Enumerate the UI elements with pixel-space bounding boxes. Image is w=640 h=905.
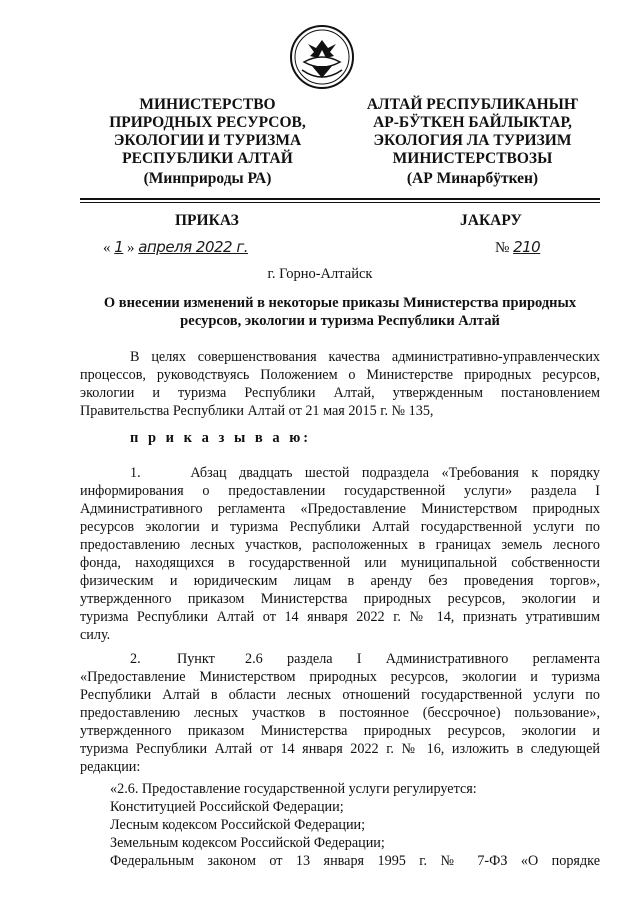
paragraph-line: предоставлению лесных участков, расположенных в границах земель лесного: [80, 537, 600, 553]
paragraph-line: информирования о предоставлении государственной услуги» раздела I: [80, 483, 600, 499]
title-line: ресурсов, экологии и туризма Республики Алтай: [180, 313, 500, 329]
header-divider-thin: [80, 202, 600, 203]
ministry-name-line: МИНИСТЕРСТВОЗЫ: [392, 150, 553, 167]
order-label-russian: ПРИКАЗ: [175, 212, 239, 229]
ministry-name-line: ЭКОЛОГИИ И ТУРИЗМА: [113, 132, 302, 149]
ministry-name-line: ПРИРОДНЫХ РЕСУРСОВ,: [109, 114, 306, 131]
order-date: [103, 238, 248, 257]
paragraph-line: туризма Республики Алтай от 14 января 2022 г. № 16, изложить в следующей: [80, 741, 600, 757]
date-month-year-handwritten: апреля 2022 г.: [138, 238, 249, 256]
paragraph-line: Конституцией Российской Федерации;: [110, 799, 344, 815]
paragraph-line: Лесным кодексом Российской Федерации;: [110, 817, 366, 833]
date-quote-close: »: [127, 240, 135, 256]
ministry-name-line: МИНИСТЕРСТВО: [139, 96, 276, 113]
item-2-new-text: [80, 780, 600, 870]
paragraph-line: фонда, находящихся в государственной или муниципальной собственности: [80, 555, 600, 571]
paragraph-line: 2. Пункт 2.6 раздела I Административного регламента: [130, 651, 600, 667]
header-divider-thick: [80, 198, 600, 200]
paragraph-line: Правительства Республики Алтай от 21 мая 2015 г. № 135,: [80, 403, 434, 419]
paragraph-line: 1. Абзац двадцать шестой подраздела «Требования к порядку: [130, 465, 600, 481]
item-2-paragraph: [80, 650, 600, 776]
paragraph-line: экологии и туризма Республики Алтай, утвержденным постановлением: [80, 385, 600, 401]
title-line: О внесении изменений в некоторые приказы Министерства природных: [103, 295, 577, 311]
document-title: [80, 294, 600, 330]
date-day-handwritten: 1: [114, 238, 124, 256]
ministry-name-russian: [80, 96, 335, 188]
paragraph-line: Федеральным законом от 13 января 1995 г. № 7-ФЗ «О порядке: [110, 853, 600, 869]
paragraph-line: В целях совершенствования качества административно-управленческих: [130, 349, 600, 365]
paragraph-line: Административного регламента «Предоставление Министерством природных: [80, 501, 600, 517]
paragraph-line: силу.: [80, 627, 111, 643]
ministry-abbreviation: (АР Минарбӱткен): [406, 170, 539, 187]
paragraph-line: процессов, руководствуясь Положением о Министерстве природных ресурсов,: [80, 367, 600, 383]
paragraph-line: «Предоставление Министерством природных ресурсов, экологии и туризма: [80, 669, 600, 685]
paragraph-line: утвержденного приказом Министерства природных ресурсов, экологии и: [80, 591, 600, 607]
paragraph-line: туризма Республики Алтай от 14 января 2022 г. № 14, признать утратившим: [80, 609, 600, 625]
paragraph-line: утвержденного приказом Министерства природных ресурсов, экологии и: [80, 723, 600, 739]
item-1-paragraph: [80, 464, 600, 644]
preamble-paragraph: [80, 348, 600, 420]
altai-republic-emblem-icon: [290, 22, 354, 92]
number-sign: №: [495, 240, 510, 256]
ministry-name-line: АЛТАЙ РЕСПУБЛИКАНЫҤ: [366, 96, 579, 113]
paragraph-line: «2.6. Предоставление государственной услуги регулируется:: [110, 781, 477, 797]
city-name: г. Горно-Алтайск: [267, 266, 373, 282]
ministry-name-line: ЭКОЛОГИЯ ЛА ТУРИЗИМ: [373, 132, 572, 149]
ministry-name-altai: [345, 96, 600, 188]
order-number: [495, 238, 540, 257]
paragraph-line: ресурсов экологии и туризма Республики Алтай государственной услуги по: [80, 519, 600, 535]
order-directive-word: п р и к а з ы в а ю:: [130, 430, 312, 446]
order-number-handwritten: 210: [513, 238, 541, 256]
paragraph-line: Земельным кодексом Российской Федерации;: [110, 835, 385, 851]
order-label-altai: JАКАРУ: [460, 212, 522, 229]
ministry-name-line: РЕСПУБЛИКИ АЛТАЙ: [122, 150, 293, 167]
paragraph-line: физическим и юридическим лицам в аренду без проведения торгов»,: [80, 573, 600, 589]
ministry-name-line: АР-БӰТКЕН БАЙЛЫКТАР,: [373, 114, 572, 131]
paragraph-line: редакции:: [80, 759, 141, 775]
ministry-abbreviation: (Минприроды РА): [143, 170, 272, 187]
paragraph-line: предоставлению лесных участков в постоянное (бессрочное) пользование»,: [80, 705, 600, 721]
date-quote-open: «: [103, 240, 111, 256]
paragraph-line: Республики Алтай в области лесных отношений государственной услуги по: [80, 687, 600, 703]
